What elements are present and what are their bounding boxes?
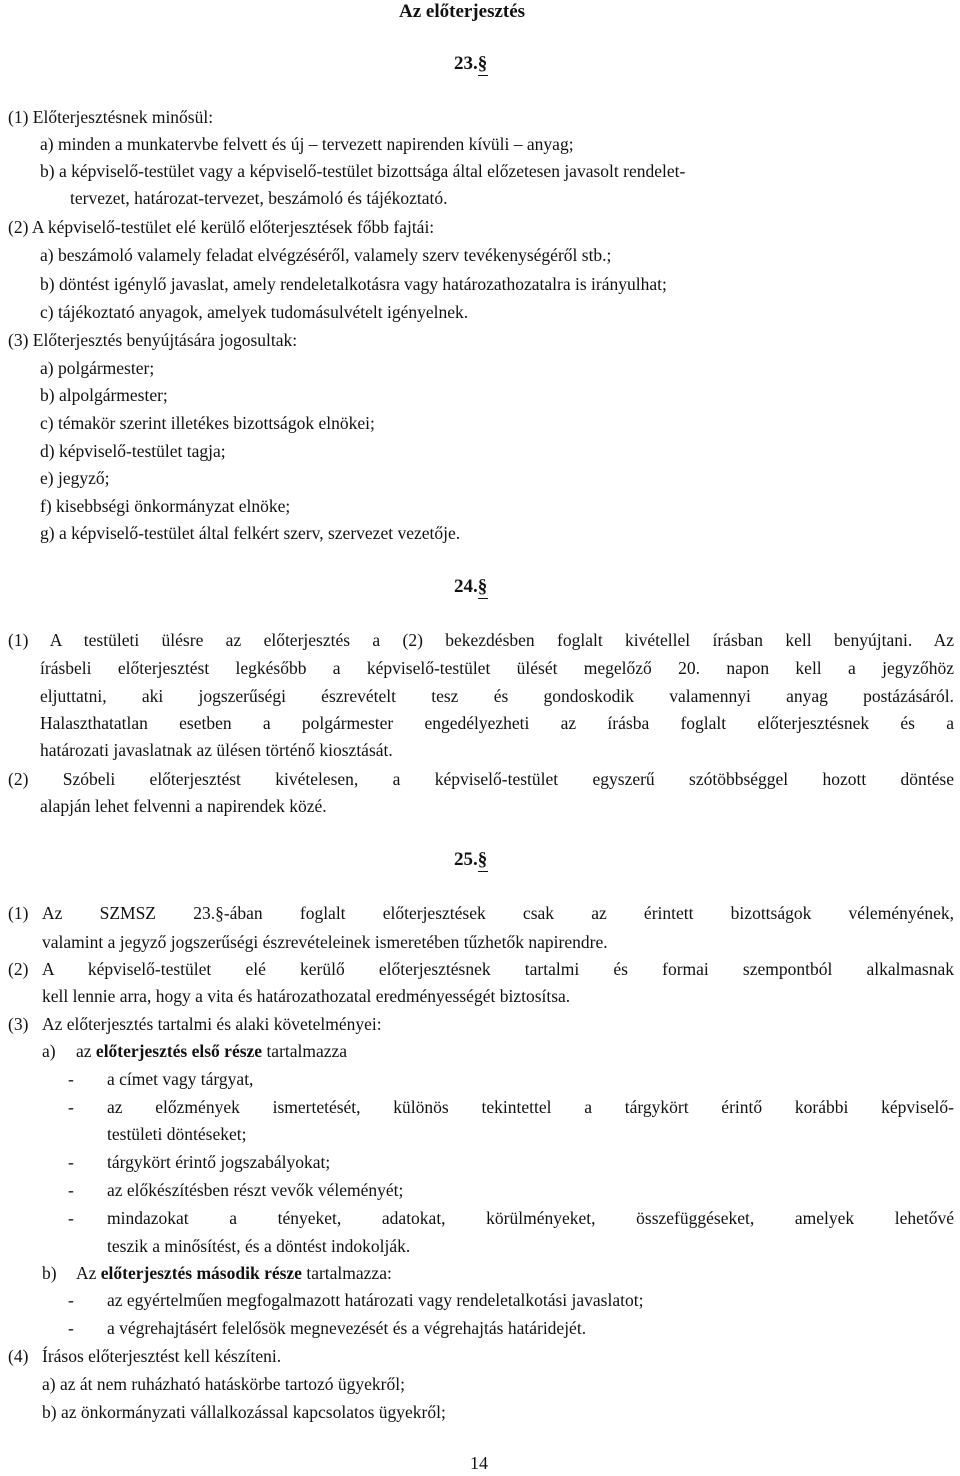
list-item: b) alpolgármester; (40, 385, 168, 405)
list-item: tárgykört érintő jogszabályokat; (107, 1152, 331, 1172)
list-item: a) polgármester; (40, 358, 155, 378)
list-item: g) a képviselő-testület által felkért szerv, szervezet vezetője. (40, 523, 461, 543)
dash-marker: - (68, 1097, 74, 1117)
list-item: a) beszámoló valamely feladat elvégzéséről, valamely szerv tevékenységéről stb.; (40, 245, 612, 265)
list-marker: b) (42, 1263, 57, 1283)
list-item: d) képviselő-testület tagja; (40, 441, 226, 461)
list-item: c) témakör szerint illetékes bizottságok elnökei; (40, 413, 375, 433)
text-tail: tartalmazza: (301, 1263, 392, 1283)
text-lead: az (76, 1041, 96, 1061)
section-mark: § (477, 849, 488, 870)
paragraph-line: A képviselő-testület elé kerülő előterjesztésnek tartalmi és formai szempontból alkalmasnak (42, 959, 954, 979)
text-lead: Az (76, 1263, 101, 1283)
list-item-continuation: tervezet, határozat-tervezet, beszámoló és tájékoztató. (70, 188, 448, 208)
paragraph-line: alapján lehet felvenni a napirendek közé. (40, 796, 327, 816)
paragraph-line: eljuttatni, aki jogszerűségi észrevételt tesz és gondoskodik valamennyi anyag postázásáról. (40, 686, 954, 706)
section-mark: § (477, 576, 488, 597)
text-tail: tartalmazza (262, 1041, 348, 1061)
list-item: b) az önkormányzati vállalkozással kapcsolatos ügyekről; (42, 1402, 446, 1422)
list-item: az előzmények ismertetését, különös tekintettel a tárgykört érintő korábbi képviselő- (107, 1097, 954, 1117)
paragraph-number: (1) (8, 903, 29, 923)
paragraph-line: írásbeli előterjesztést legkésőbb a képviselő-testület ülését megelőző 20. napon kell a jegyzőhöz (40, 658, 954, 678)
bold-term: előterjesztés második része (100, 1263, 302, 1283)
paragraph-line: Halaszthatatlan esetben a polgármester engedélyezheti az írásba foglalt előterjesztésnek és a (40, 713, 954, 733)
page-number: 14 (470, 1453, 488, 1473)
list-item: az előkészítésben részt vevők véleményét; (107, 1180, 404, 1200)
paragraph-line: kell lennie arra, hogy a vita és határozathozatal eredményességét biztosítsa. (42, 986, 571, 1006)
list-item: b) döntést igénylő javaslat, amely rendeletalkotásra vagy határozathozatalra is irányulhat; (40, 274, 667, 294)
paragraph-line: (3) Előterjesztés benyújtására jogosultak: (8, 330, 298, 350)
paragraph-line: Az előterjesztés tartalmi és alaki követelményei: (42, 1014, 382, 1034)
dash-marker: - (68, 1208, 74, 1228)
section-heading-23 (454, 53, 488, 76)
list-item: e) jegyző; (40, 468, 110, 488)
list-item: a végrehajtásért felelősök megnevezését és a végrehajtás határidejét. (107, 1318, 587, 1338)
list-item-heading (76, 1263, 392, 1284)
paragraph-number: (2) (8, 959, 29, 979)
paragraph-line: (1) A testületi ülésre az előterjesztés a (2) bekezdésben foglalt kivétellel írásban kell benyújtani. Az (8, 630, 954, 650)
dash-marker: - (68, 1180, 74, 1200)
list-item-continuation: testületi döntéseket; (107, 1124, 247, 1144)
bold-term: előterjesztés első része (95, 1041, 263, 1061)
dash-marker: - (68, 1152, 74, 1172)
paragraph-line: határozati javaslatnak az ülésen történő kiosztását. (40, 740, 393, 760)
list-marker: a) (42, 1041, 56, 1061)
paragraph-line: Írásos előterjesztést kell készíteni. (42, 1346, 282, 1366)
list-item: a címet vagy tárgyat, (107, 1069, 254, 1089)
dash-marker: - (68, 1290, 74, 1310)
section-heading-24 (454, 576, 488, 599)
section-heading-25 (454, 849, 488, 872)
paragraph-number: (4) (8, 1346, 29, 1366)
list-item-heading (76, 1041, 347, 1062)
section-number: 24. (454, 576, 478, 597)
section-number: 25. (454, 849, 478, 870)
list-item: az egyértelműen megfogalmazott határozati vagy rendeletalkotási javaslatot; (107, 1290, 644, 1310)
dash-marker: - (68, 1069, 74, 1089)
list-item-continuation: teszik a minősítést, és a döntést indokolják. (107, 1236, 411, 1256)
list-item: b) a képviselő-testület vagy a képviselő-testület bizottsága által előzetesen javasolt rendelet- (40, 161, 686, 181)
section-number: 23. (454, 53, 478, 74)
list-item: a) az át nem ruházható hatáskörbe tartozó ügyekről; (42, 1374, 405, 1394)
section-mark: § (477, 53, 488, 74)
paragraph-line: valamint a jegyző jogszerűségi észrevételeinek ismeretében tűzhetők napirendre. (42, 932, 608, 952)
list-item: f) kisebbségi önkormányzat elnöke; (40, 496, 291, 516)
list-item: mindazokat a tényeket, adatokat, körülményeket, összefüggéseket, amelyek lehetővé (107, 1208, 954, 1228)
paragraph-number: (3) (8, 1014, 29, 1034)
page-title: Az előterjesztés (399, 1, 526, 22)
paragraph-line: Az SZMSZ 23.§-ában foglalt előterjesztések csak az érintett bizottságok véleményének, (42, 903, 954, 923)
list-item: a) minden a munkatervbe felvett és új – tervezett napirenden kívüli – anyag; (40, 134, 574, 154)
paragraph-line: (2) Szóbeli előterjesztést kivételesen, a képviselő-testület egyszerű szótöbbséggel hozott döntése (8, 769, 954, 789)
dash-marker: - (68, 1318, 74, 1338)
list-item: c) tájékoztató anyagok, amelyek tudomásulvételt igényelnek. (40, 302, 469, 322)
paragraph-line: (2) A képviselő-testület elé kerülő előterjesztések főbb fajtái: (8, 217, 435, 237)
paragraph-line: (1) Előterjesztésnek minősül: (8, 107, 214, 127)
